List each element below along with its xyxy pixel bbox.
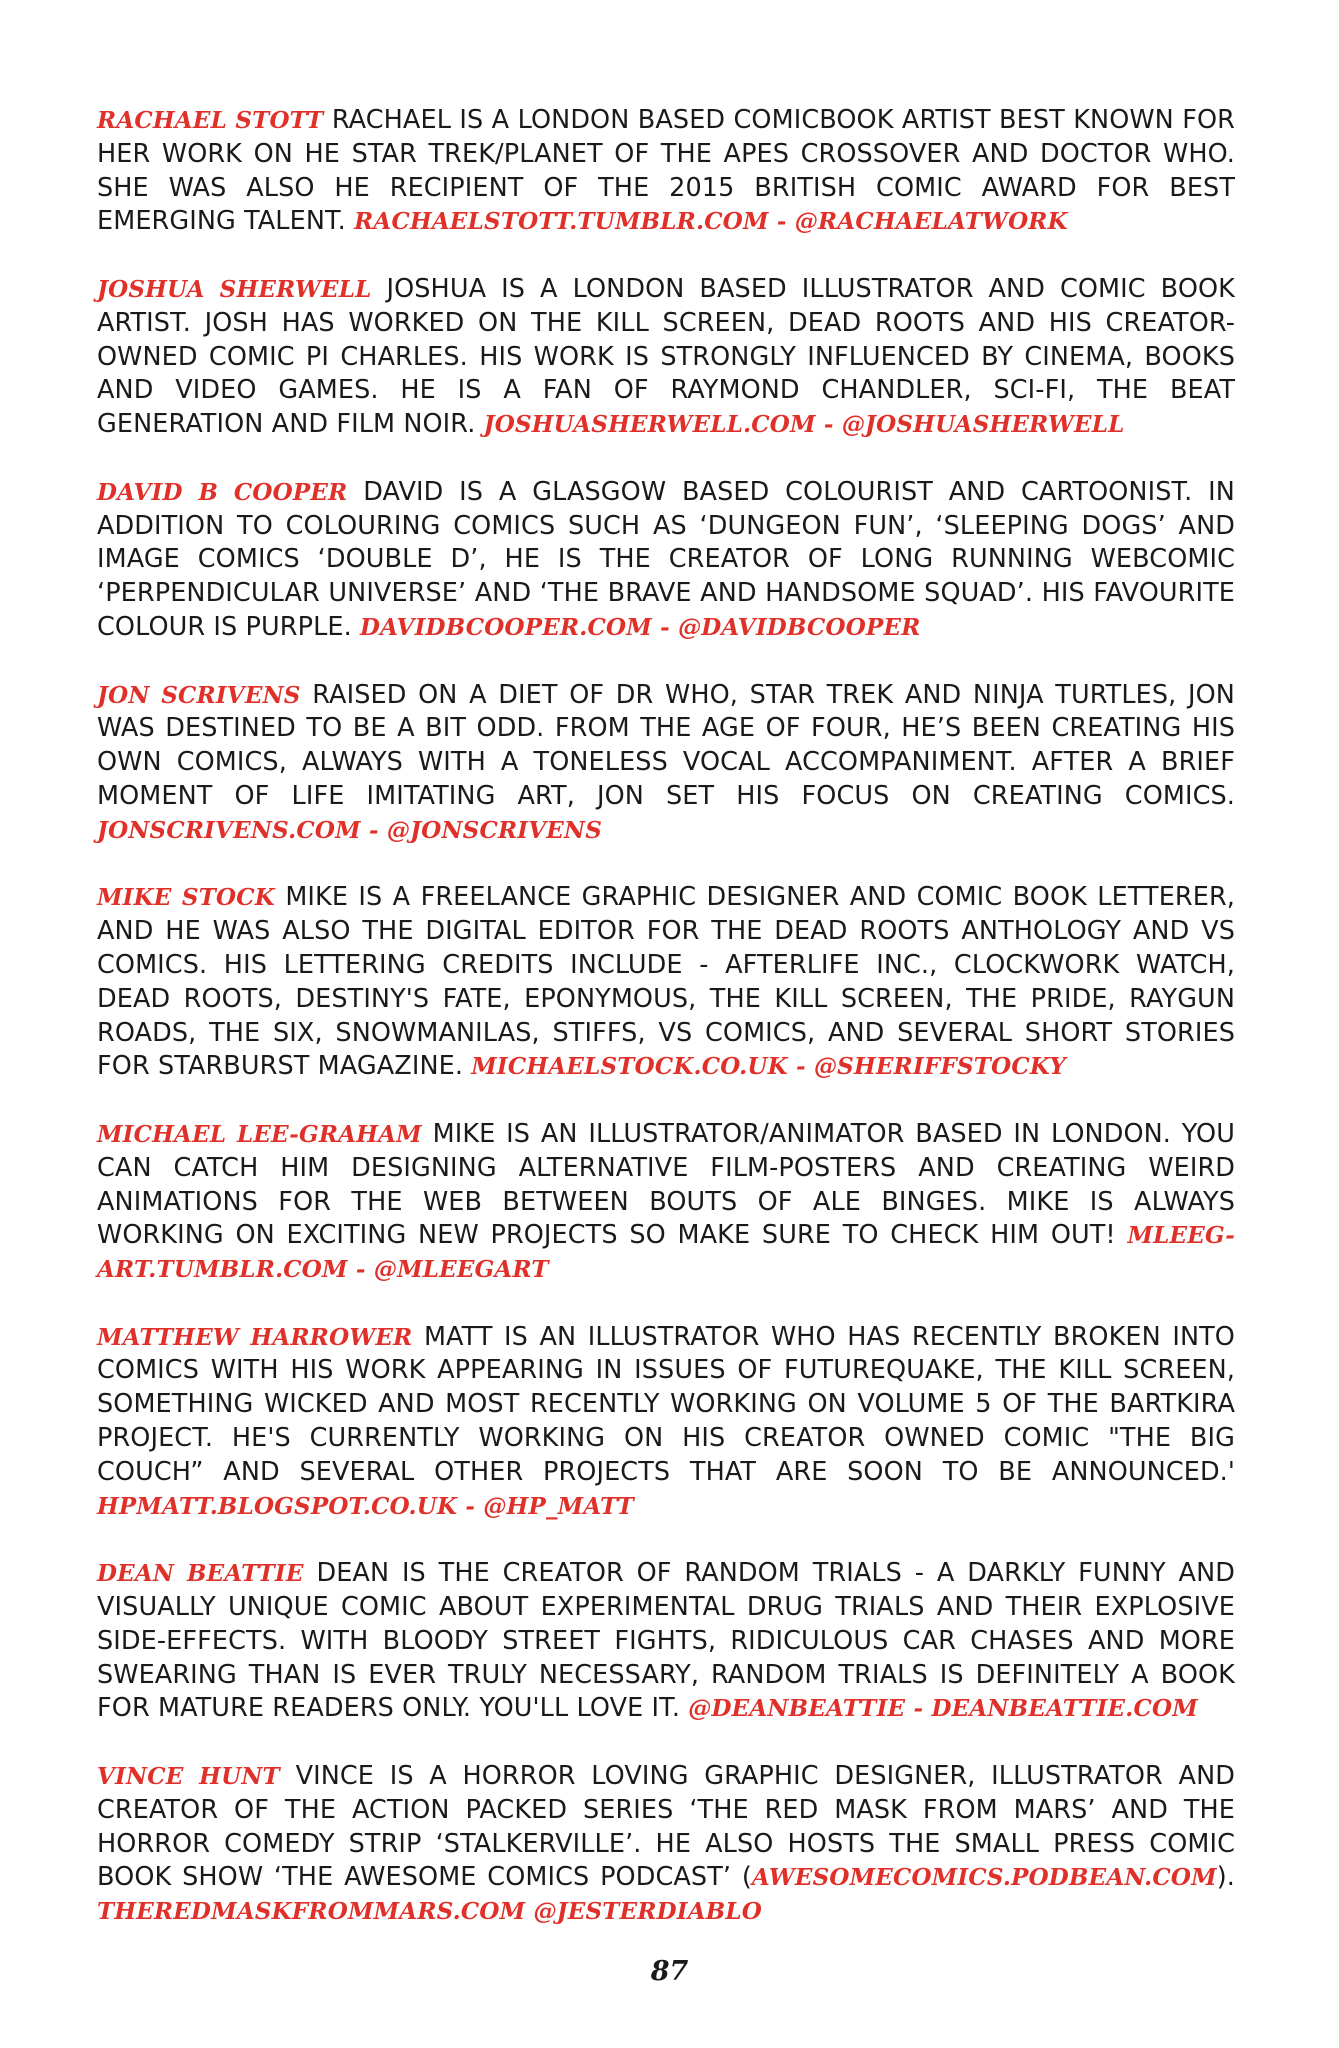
contributor-bio: DEAN IS THE CREATOR OF RANDOM TRIALS - A DARKLY FUNNY AND VISUALLY UNIQUE COMIC ABOUT EXPERIMENTAL DRUG TRIALS AND THEIR EXPLOSIVE SIDE-EFFECTS. WITH BLOODY STREET FIGHTS, RIDICULOUS CAR CHASES AND MORE SWEARING THAN IS EVER TRULY NECESSARY, RANDOM TRIALS IS DEFINITELY A BOOK FOR MATURE READERS ONLY. YOU'LL LOVE IT. [97, 1558, 1235, 1724]
contributor-social-link[interactable]: @JONSCRIVENS [386, 816, 603, 844]
contributor-website-link[interactable]: JONSCRIVENS.COM [97, 816, 361, 844]
contributor-website-link[interactable]: JOSHUASHERWELL.COM [483, 411, 816, 439]
link-separator: - [355, 1256, 366, 1284]
contributor-social-link[interactable]: @JOSHUASHERWELL [841, 411, 1125, 439]
contributor-bio: JOSHUA IS A LONDON BASED ILLUSTRATOR AND COMIC BOOK ARTIST. JOSH HAS WORKED ON THE KILL SCREEN, DEAD ROOTS AND HIS CREATOR-OWNED COMIC PI CHARLES. HIS WORK IS STRONGLY INFLUENCED BY CINEMA, BOOKS AND VIDEO GAMES. HE IS A FAN OF RAYMOND CHANDLER, SCI-FI, THE BEAT GENERATION AND FILM NOIR. [97, 273, 1235, 440]
contributor-name: JON SCRIVENS [97, 681, 301, 709]
contributor-bio: MIKE IS AN ILLUSTRATOR/ANIMATOR BASED IN LONDON. YOU CAN CATCH HIM DESIGNING ALTERNATIVE FILM-POSTERS AND CREATING WEIRD ANIMATIONS FOR THE WEB BETWEEN BOUTS OF ALE BINGES. MIKE IS ALWAYS WORKING ON EXCITING NEW PROJECTS SO MAKE SURE TO CHECK HIM OUT! [97, 1118, 1235, 1251]
contributor-name: MIKE STOCK [97, 884, 275, 912]
bio-entry-jon-scrivens [97, 679, 1235, 848]
contributor-name: VINCE HUNT [97, 1763, 280, 1791]
contributor-website-link[interactable]: RACHAELSTOTT.TUMBLR.COM [354, 208, 769, 236]
link-separator: - [776, 208, 787, 236]
contributor-social-link[interactable]: @RACHAELATWORK [794, 208, 1068, 236]
contributor-social-link[interactable]: @DAVIDBCOOPER [678, 613, 921, 641]
podcast-link[interactable]: AWESOMECOMICS.PODBEAN.COM [751, 1864, 1217, 1892]
bio-entry-rachael-stott [97, 104, 1235, 239]
contributor-bio: RAISED ON A DIET OF DR WHO, STAR TREK AND NINJA TURTLES, JON WAS DESTINED TO BE A BIT ODD. FROM THE AGE OF FOUR, HE’S BEEN CREATING HIS OWN COMICS, ALWAYS WITH A TONELESS VOCAL ACCOMPANIMENT. AFTER A BRIEF MOMENT OF LIFE IMITATING ART, JON SET HIS FOCUS ON CREATING COMICS. [97, 679, 1235, 811]
contributor-website-link[interactable]: MICHAELSTOCK.CO.UK [471, 1053, 788, 1081]
bio-entry-mike-stock [97, 881, 1235, 1084]
link-separator: - [796, 1053, 806, 1081]
contributor-website-link[interactable]: THEREDMASKFROMMARS.COM [97, 1898, 526, 1926]
contributor-name: DEAN BEATTIE [97, 1560, 304, 1588]
contributor-social-link[interactable]: @JESTERDIABLO [533, 1898, 763, 1926]
bio-entry-dean-beattie [97, 1557, 1235, 1726]
contributor-website-link[interactable]: DAVIDBCOOPER.COM [360, 613, 652, 641]
bio-entry-vince-hunt [97, 1760, 1235, 1929]
contributor-bio: VINCE IS A HORROR LOVING GRAPHIC DESIGNER, ILLUSTRATOR AND CREATOR OF THE ACTION PACKED SERIES ‘THE RED MASK FROM MARS’ AND THE HORROR COMEDY STRIP ‘STALKERVILLE’. HE ALSO HOSTS THE SMALL PRESS COMIC BOOK SHOW ‘THE AWESOME COMICS PODCAST’ ( [97, 1761, 1235, 1893]
contributor-social-link[interactable]: @MLEEGART [373, 1256, 549, 1284]
bio-entry-michael-lee-graham [97, 1118, 1235, 1287]
contributor-bio: MIKE IS A FREELANCE GRAPHIC DESIGNER AND COMIC BOOK LETTERER, AND HE WAS ALSO THE DIGITAL EDITOR FOR THE DEAD ROOTS ANTHOLOGY AND VS COMICS. HIS LETTERING CREDITS INCLUDE - AFTERLIFE INC., CLOCKWORK WATCH, DEAD ROOTS, DESTINY'S FATE, EPONYMOUS, THE KILL SCREEN, THE PRIDE, RAYGUN ROADS, THE SIX, SNOWMANILAS, STIFFS, VS COMICS, AND SEVERAL SHORT STORIES FOR STARBURST MAGAZINE. [97, 882, 1235, 1082]
contributor-website-link[interactable]: HPMATT.BLOGSPOT.CO.UK [97, 1492, 458, 1520]
link-separator: - [913, 1695, 924, 1723]
page-number: 87 [650, 1956, 689, 1987]
bio-entry-matthew-harrower [97, 1321, 1235, 1524]
contributor-bio: MATT IS AN ILLUSTRATOR WHO HAS RECENTLY BROKEN INTO COMICS WITH HIS WORK APPEARING IN ISSUES OF FUTUREQUAKE, THE KILL SCREEN, SOMETHING WICKED AND MOST RECENTLY WORKING ON VOLUME 5 OF THE BARTKIRA PROJECT. HE'S CURRENTLY WORKING ON HIS CREATOR OWNED COMIC "THE BIG COUCH” AND SEVERAL OTHER PROJECTS THAT ARE SOON TO BE ANNOUNCED.' [97, 1321, 1235, 1487]
contributor-name: MICHAEL LEE-GRAHAM [97, 1120, 422, 1148]
contributor-bio: DAVID IS A GLASGOW BASED COLOURIST AND CARTOONIST. IN ADDITION TO COLOURING COMICS SUCH AS ‘DUNGEON FUN’, ‘SLEEPING DOGS’ AND IMAGE COMICS ‘DOUBLE D’, HE IS THE CREATOR OF LONG RUNNING WEBCOMIC ‘PERPENDICULAR UNIVERSE’ AND ‘THE BRAVE AND HANDSOME SQUAD’. HIS FAVOURITE COLOUR IS PURPLE. [97, 476, 1235, 642]
contributor-website-link[interactable]: MLEEG-ART.TUMBLR.COM [97, 1222, 1235, 1284]
contributor-bio-tail: ). [1216, 1862, 1235, 1893]
contributor-website-link[interactable]: DEANBEATTIE.COM [931, 1695, 1198, 1723]
link-separator: - [465, 1492, 476, 1520]
bio-entry-joshua-sherwell [97, 273, 1235, 442]
contributor-name: MATTHEW HARROWER [97, 1323, 413, 1351]
contributor-name: RACHAEL STOTT [97, 107, 324, 134]
bio-entry-david-b-cooper [97, 476, 1235, 645]
contributors-page [97, 104, 1235, 1963]
link-separator: - [823, 411, 834, 439]
contributor-bio: RACHAEL IS A LONDON BASED COMICBOOK ARTIST BEST KNOWN FOR HER WORK ON HE STAR TREK/PLANET OF THE APES CROSSOVER AND DOCTOR WHO. SHE WAS ALSO HE RECIPIENT OF THE 2015 BRITISH COMIC AWARD FOR BEST EMERGING TALENT. [97, 105, 1235, 237]
contributor-social-link[interactable]: @SHERIFFSTOCKY [813, 1053, 1067, 1081]
link-separator: - [660, 613, 670, 641]
contributor-social-link[interactable]: @HP_MATT [483, 1492, 634, 1520]
contributor-social-link[interactable]: @DEANBEATTIE [688, 1695, 906, 1723]
link-separator: - [368, 816, 379, 844]
contributor-name: JOSHUA SHERWELL [97, 275, 372, 303]
contributor-name: DAVID B COOPER [97, 478, 348, 506]
